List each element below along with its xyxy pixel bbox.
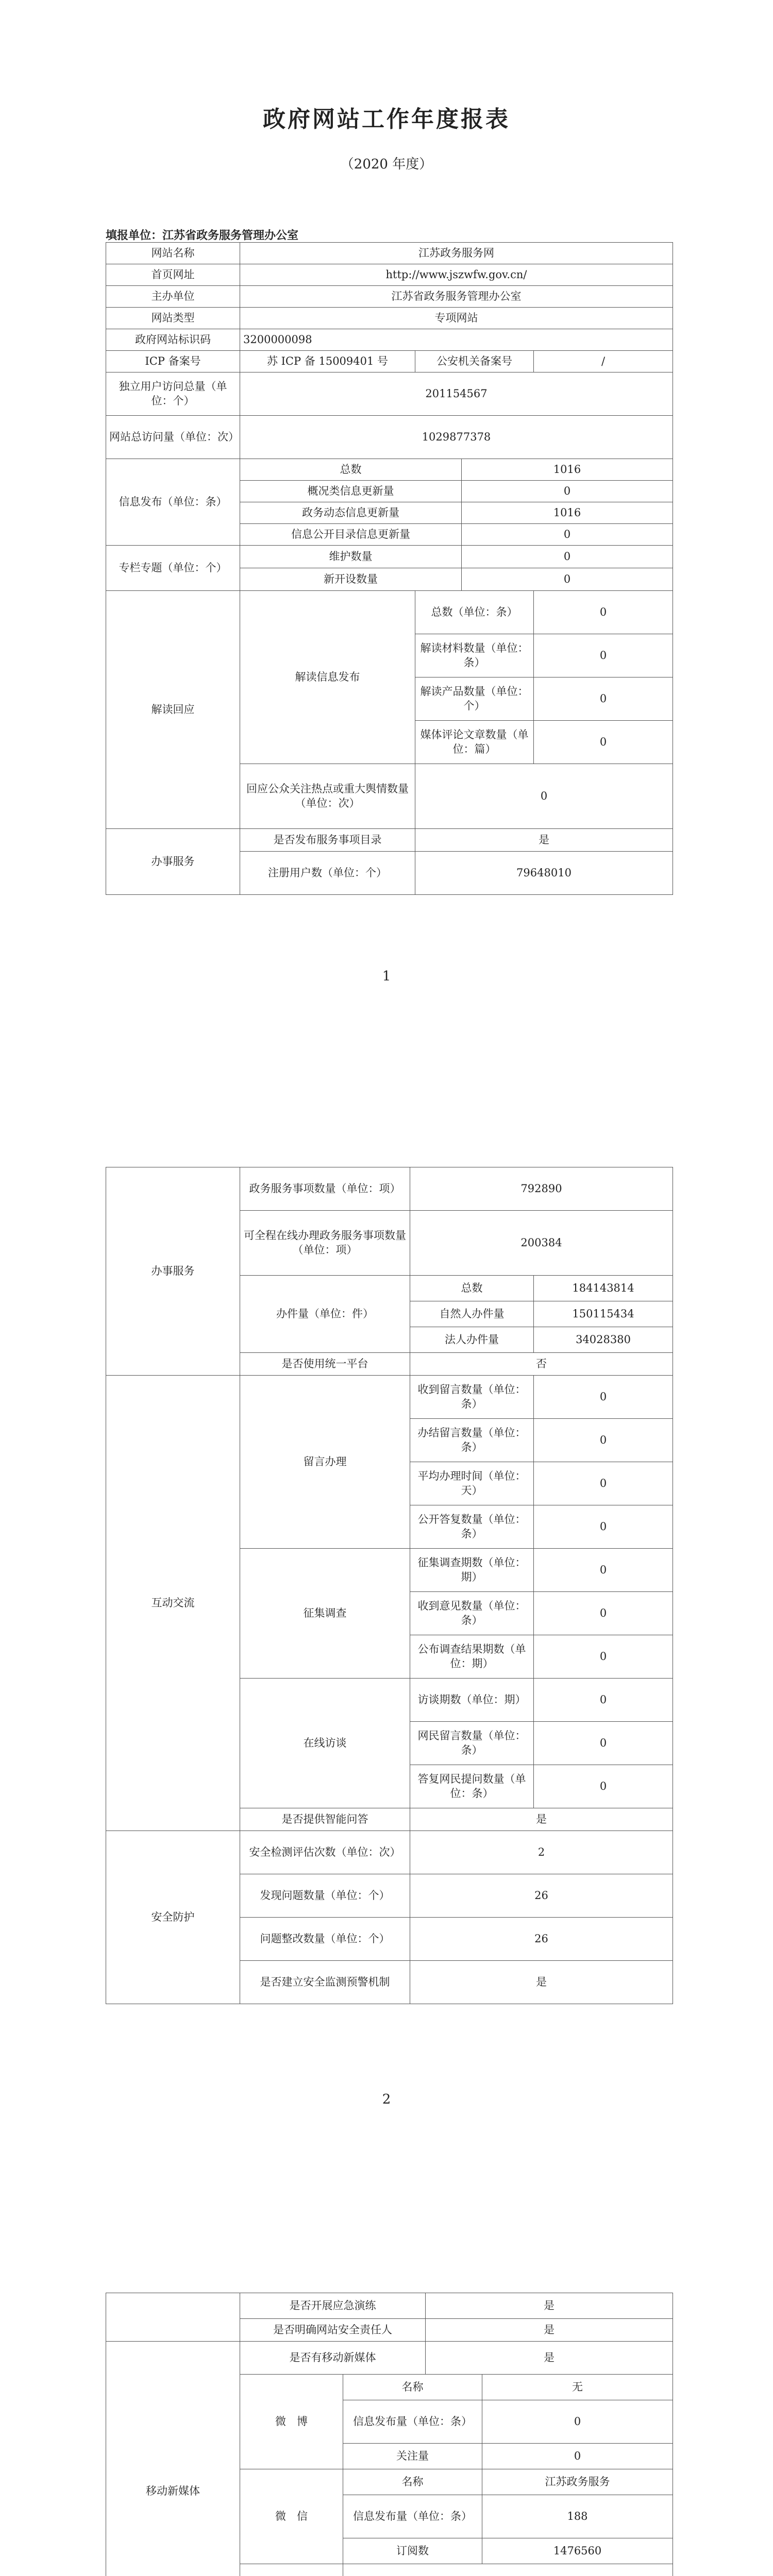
label-info-overview: 概况类信息更新量 [240,481,462,502]
info-dynamic: 1016 [462,502,673,524]
report-year: （2020 年度） [340,157,433,172]
label-service-catalog: 是否发布服务事项目录 [240,829,415,852]
label-interpret-media: 媒体评论文章数量（单位：篇） [415,721,534,764]
label-service-online: 可全程在线办理政务服务事项数量（单位：项） [240,1211,410,1276]
msg-public: 0 [534,1505,673,1549]
report-table-3 [106,2293,673,2576]
page-3 [0,2184,773,2576]
survey-count: 0 [534,1549,673,1592]
weibo-name: 无 [482,2375,673,2400]
label-service-users: 注册用户数（单位：个） [240,852,415,895]
label-security-check: 安全检测评估次数（单位：次） [240,1831,410,1874]
label-interpret-sub: 解读信息发布 [240,591,415,764]
label-site-name: 网站名称 [106,243,240,264]
label-interact-group: 互动交流 [106,1376,240,1831]
talk-q: 0 [534,1722,673,1765]
info-overview: 0 [462,481,673,502]
handle-total: 184143814 [534,1276,673,1301]
label-talk-q: 网民留言数量（单位：条） [410,1722,534,1765]
label-info-dynamic: 政务动态信息更新量 [240,502,462,524]
interpret-product: 0 [534,677,673,721]
label-weibo-name: 名称 [343,2375,482,2400]
handle-person: 150115434 [534,1301,673,1327]
label-info-group: 信息发布（单位：条） [106,459,240,546]
label-media-has: 是否有移动新媒体 [240,2342,426,2375]
security-monitor: 是 [410,1961,673,2004]
wechat-name: 江苏政务服务 [482,2469,673,2495]
weibo-follow: 0 [482,2444,673,2469]
label-handle-legal: 法人办件量 [410,1327,534,1353]
label-wechat: 微 信 [240,2469,343,2564]
label-security-group: 安全防护 [106,1831,240,2004]
label-survey-count: 征集调查期数（单位：期） [410,1549,534,1592]
label-survey: 征集调查 [240,1549,410,1679]
label-column-new: 新开设数量 [240,568,462,591]
label-security-group-cont [106,2293,240,2342]
msg-recv: 0 [534,1376,673,1419]
talk-a: 0 [534,1765,673,1808]
label-security-person: 是否明确网站安全责任人 [240,2319,426,2342]
icp-number: 苏 ICP 备 15009401 号 [240,351,415,372]
report-table-2 [106,1167,673,2004]
service-catalog: 是 [415,829,673,852]
label-media-other [240,2564,343,2576]
label-talk-count: 访谈期数（单位：期） [410,1679,534,1722]
security-found: 26 [410,1874,673,1918]
interpret-media: 0 [534,721,673,764]
label-weibo-follow: 关注量 [343,2444,482,2469]
police-number: / [534,351,673,372]
label-interpret-product: 解读产品数量（单位：个） [415,677,534,721]
label-security-found: 发现问题数量（单位：个） [240,1874,410,1918]
security-check: 2 [410,1831,673,1874]
label-security-monitor: 是否建立安全监测预警机制 [240,1961,410,2004]
interpret-total: 0 [534,591,673,634]
label-home-url: 首页网址 [106,264,240,286]
label-drill: 是否开展应急演练 [240,2293,426,2319]
page-2 [0,1092,773,2184]
label-media-group: 移动新媒体 [106,2342,240,2576]
label-police: 公安机关备案号 [415,351,534,372]
site-code: 3200000098 [240,329,673,351]
label-column-group: 专栏专题（单位：个） [106,546,240,591]
label-handle: 办件量（单位：件） [240,1276,410,1353]
label-interpret-material: 解读材料数量（单位：条） [415,634,534,677]
security-drill: 是 [426,2293,673,2319]
label-security-fixed: 问题整改数量（单位：个） [240,1918,410,1961]
label-msg: 留言办理 [240,1376,410,1549]
security-fixed: 26 [410,1918,673,1961]
label-unified: 是否使用统一平台 [240,1353,410,1376]
sponsor: 江苏省政务服务管理办公室 [240,286,673,308]
survey-opinion: 0 [534,1592,673,1635]
home-url: http://www.jszwfw.gov.cn/ [240,264,673,286]
pv-value: 1029877378 [240,416,673,459]
label-interpret-total: 总数（单位：条） [415,591,534,634]
uv-value: 201154567 [240,372,673,416]
label-msg-days: 平均办理时间（单位：天） [410,1462,534,1505]
label-survey-opinion: 收到意见数量（单位：条） [410,1592,534,1635]
media-other [343,2564,673,2576]
info-disclosure: 0 [462,524,673,546]
label-info-disclosure: 信息公开目录信息更新量 [240,524,462,546]
page-number-1: 1 [382,969,391,984]
column-new: 0 [462,568,673,591]
service-items: 792890 [410,1167,673,1211]
msg-done: 0 [534,1419,673,1462]
wechat-sub: 1476560 [482,2538,673,2564]
label-pv: 网站总访问量（单位：次） [106,416,240,459]
media-has: 是 [426,2342,673,2375]
label-info-total: 总数 [240,459,462,481]
label-icp: ICP 备案号 [106,351,240,372]
weibo-post: 0 [482,2400,673,2444]
label-wechat-sub: 订阅数 [343,2538,482,2564]
label-talk: 在线访谈 [240,1679,410,1808]
reporting-unit: 填报单位：江苏省政务服务管理办公室 [106,229,299,242]
label-uv: 独立用户访问总量（单位：个） [106,372,240,416]
page-number-2: 2 [382,2092,391,2107]
label-interpret-group: 解读回应 [106,591,240,829]
wechat-post: 188 [482,2495,673,2538]
label-handle-total: 总数 [410,1276,534,1301]
site-type: 专项网站 [240,308,673,329]
survey-result: 0 [534,1635,673,1679]
service-online: 200384 [410,1211,673,1276]
label-handle-person: 自然人办件量 [410,1301,534,1327]
page-1 [0,0,773,1092]
label-service-items: 政务服务事项数量（单位：项） [240,1167,410,1211]
label-interpret-respond: 回应公众关注热点或重大舆情数量（单位：次） [240,764,415,829]
info-total: 1016 [462,459,673,481]
label-column-maintain: 维护数量 [240,546,462,568]
label-msg-public: 公开答复数量（单位：条） [410,1505,534,1549]
label-wechat-post: 信息发布量（单位：条） [343,2495,482,2538]
service-users: 79648010 [415,852,673,895]
report-title: 政府网站工作年度报表 [263,106,510,132]
interpret-respond: 0 [415,764,673,829]
label-msg-done: 办结留言数量（单位：条） [410,1419,534,1462]
handle-legal: 34028380 [534,1327,673,1353]
label-sponsor: 主办单位 [106,286,240,308]
interpret-material: 0 [534,634,673,677]
site-name: 江苏政务服务网 [240,243,673,264]
msg-days: 0 [534,1462,673,1505]
smart-qa: 是 [410,1808,673,1831]
unified-platform: 否 [410,1353,673,1376]
label-service-group-cont: 办事服务 [106,1167,240,1376]
label-survey-result: 公布调查结果期数（单位：期） [410,1635,534,1679]
label-site-code: 政府网站标识码 [106,329,240,351]
label-site-type: 网站类型 [106,308,240,329]
label-weibo: 微 博 [240,2375,343,2469]
talk-count: 0 [534,1679,673,1722]
report-table-1 [106,242,673,895]
label-weibo-post: 信息发布量（单位：条） [343,2400,482,2444]
label-wechat-name: 名称 [343,2469,482,2495]
security-person: 是 [426,2319,673,2342]
label-talk-a: 答复网民提问数量（单位：条） [410,1765,534,1808]
label-service-group: 办事服务 [106,829,240,895]
label-msg-recv: 收到留言数量（单位：条） [410,1376,534,1419]
label-smart: 是否提供智能问答 [240,1808,410,1831]
column-maintain: 0 [462,546,673,568]
